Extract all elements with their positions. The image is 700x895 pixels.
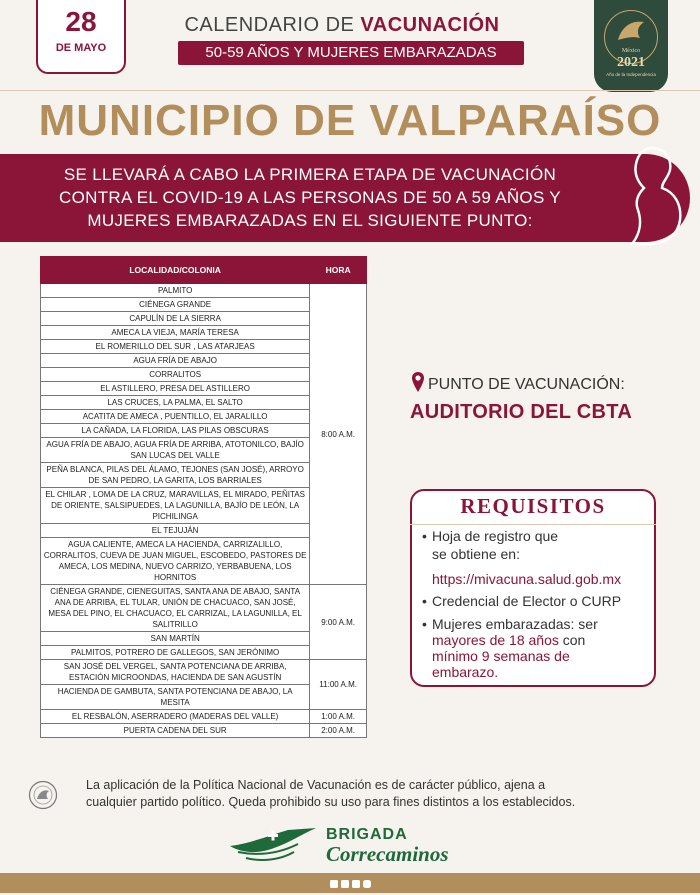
correcaminos-title: Correcaminos bbox=[326, 842, 449, 866]
header-divider bbox=[0, 90, 700, 91]
table-row bbox=[41, 710, 367, 724]
location-pin-icon bbox=[411, 371, 425, 393]
calendar-subtitle: 50-59 AÑOS Y MUJERES EMBARAZADAS bbox=[178, 41, 524, 65]
localidad-cell: CORRALITOS bbox=[41, 368, 310, 382]
hour-cell: 11:00 A.M. bbox=[310, 660, 367, 710]
localidad-cell: PALMITOS, POTRERO DE GALLEGOS, SAN JERÓNIMO bbox=[41, 646, 310, 660]
requirement-credencial-text: Credencial de Elector o CURP bbox=[432, 593, 622, 609]
mexico-2021-emblem bbox=[594, 0, 668, 92]
column-header-localidad: LOCALIDAD/COLONIA bbox=[41, 257, 310, 284]
municipio-title: MUNICIPIO DE VALPARAÍSO bbox=[38, 96, 662, 145]
hour-cell: 1:00 A.M. bbox=[310, 710, 367, 724]
localidad-cell: CIÉNEGA GRANDE, CIENEGUITAS, SANTA ANA DE ABAJO, SANTA ANA DE ARRIBA, EL TULAR, UNIÓN DE CHACUACO, SAN JOSÉ, MESA DEL PINO, EL CHACUACO, EL CARRIZAL, LA LAGUNILLA, EL SALITRILLO bbox=[41, 585, 310, 632]
announcement-line-1: SE LLEVARÁ A CABO LA PRIMERA ETAPA DE VACUNACIÓN bbox=[63, 165, 557, 184]
emblem-text-independencia: Año de la Independencia bbox=[606, 72, 656, 77]
table-row bbox=[41, 660, 367, 685]
requirement-age-highlight: mayores de 18 años bbox=[432, 632, 559, 648]
legal-line-2: cualquier partido político. Queda prohibido su uso para fines distintos a los establecidos. bbox=[86, 795, 576, 809]
announcement-text bbox=[30, 163, 590, 232]
requirement-embarazo-highlight: embarazo. bbox=[432, 664, 499, 680]
date-day: 28 bbox=[65, 6, 97, 37]
national-seal-icon bbox=[28, 780, 58, 810]
bullet-icon: • bbox=[422, 593, 427, 609]
calendar-title-bold: VACUNACIÓN bbox=[360, 14, 500, 36]
requirements-divider bbox=[410, 524, 656, 525]
brigada-correcaminos-logo bbox=[228, 822, 318, 866]
mivacuna-link[interactable]: https://mivacuna.salud.gob.mx bbox=[432, 571, 622, 587]
localidad-cell: SAN MARTÍN bbox=[41, 632, 310, 646]
column-header-hora: HORA bbox=[310, 257, 367, 284]
requirement-registro-line-1: Hoja de registro que bbox=[432, 528, 559, 544]
localidad-cell: PUERTA CADENA DEL SUR bbox=[41, 724, 310, 738]
localidad-cell: EL TEJUJÁN bbox=[41, 524, 310, 538]
table-row bbox=[41, 724, 367, 738]
pregnant-woman-silhouette-icon bbox=[612, 142, 692, 246]
requirement-weeks-highlight: mínimo 9 semanas de bbox=[432, 648, 570, 664]
eagle-icon bbox=[614, 16, 648, 46]
date-badge bbox=[36, 0, 126, 74]
localidad-cell: AGUA FRÍA DE ABAJO bbox=[41, 354, 310, 368]
bullet-icon: • bbox=[422, 616, 427, 632]
vaccination-point-name: AUDITORIO DEL CBTA bbox=[410, 401, 633, 423]
calendar-title-prefix: CALENDARIO DE bbox=[184, 14, 361, 36]
localidad-cell: ACATITA DE AMECA , PUENTILLO, EL JARALILLO bbox=[41, 410, 310, 424]
hour-cell: 9:00 A.M. bbox=[310, 585, 367, 660]
table-row bbox=[41, 284, 367, 298]
legal-line-1: La aplicación de la Política Nacional de Vacunación es de carácter público, ajena a bbox=[86, 778, 546, 792]
announcement-line-2: CONTRA EL COVID-19 A LAS PERSONAS DE 50 A 59 AÑOS Y bbox=[59, 188, 561, 207]
localidad-cell: LA CAÑADA, LA FLORIDA, LAS PILAS OBSCURAS bbox=[41, 424, 310, 438]
requirement-item-registro bbox=[422, 527, 652, 588]
requirement-item-credencial bbox=[422, 592, 652, 610]
requirement-registro-line-2: se obtiene en: bbox=[432, 546, 520, 562]
localidad-cell: EL CHILAR , LOMA DE LA CRUZ, MARAVILLAS, EL MIRADO, PEÑITAS DE ORIENTE, SALSIPUEDES, LA LAGUNILLA, BAJÍO DE LEÓN, LA PICHILINGA bbox=[41, 488, 310, 524]
announcement-line-3: MUJERES EMBARAZADAS EN EL SIGUIENTE PUNTO: bbox=[87, 211, 533, 230]
hour-cell: 2:00 A.M. bbox=[310, 724, 367, 738]
localidad-cell: CAPULÍN DE LA SIERRA bbox=[41, 312, 310, 326]
facebook-icon bbox=[330, 880, 338, 888]
localidad-cell: AGUA FRÍA DE ABAJO, AGUA FRÍA DE ARRIBA, ATOTONILCO, BAJÍO SAN LUCAS DEL VALLE bbox=[41, 438, 310, 463]
requirement-embarazadas-connector: con bbox=[558, 632, 586, 648]
localidad-cell: AGUA CALIENTE, AMECA LA HACIENDA, CARRIZALILLO, CORRALITOS, CUEVA DE JUAN MIGUEL, ESCOBEDO, PASTORES DE AMECA, LOS MEDINA, NUEVO CARRIZO, YERBABUENA, LOS HORNITOS bbox=[41, 538, 310, 585]
requirement-embarazadas-line-1: Mujeres embarazadas: ser bbox=[432, 616, 598, 632]
requirement-item-embarazadas bbox=[422, 616, 652, 680]
localidad-cell: PALMITO bbox=[41, 284, 310, 298]
localidad-cell: EL RESBALÓN, ASERRADERO (MADERAS DEL VALLE) bbox=[41, 710, 310, 724]
emblem-text-mexico: México bbox=[621, 48, 641, 54]
youtube-icon bbox=[352, 880, 360, 888]
social-icons bbox=[320, 877, 380, 889]
date-month: DE MAYO bbox=[55, 42, 107, 54]
vaccination-point-label: PUNTO DE VACUNACIÓN: bbox=[428, 376, 625, 393]
table-row bbox=[41, 585, 367, 632]
localidad-cell: HACIENDA DE GAMBUTA, SANTA POTENCIANA DE ABAJO, LA MESITA bbox=[41, 685, 310, 710]
emblem-year: 2021 bbox=[617, 55, 645, 70]
bullet-icon: • bbox=[422, 528, 427, 544]
localidad-cell: AMECA LA VIEJA, MARÍA TERESA bbox=[41, 326, 310, 340]
hour-cell: 8:00 A.M. bbox=[310, 284, 367, 585]
requirements-title: REQUISITOS bbox=[460, 494, 606, 518]
localidad-cell: PEÑA BLANCA, PILAS DEL ÁLAMO, TEJONES (SAN JOSÉ), ARROYO DE SAN PEDRO, LA GARITA, LOS BARRIALES bbox=[41, 463, 310, 488]
localidad-cell: LAS CRUCES, LA PALMA, EL SALTO bbox=[41, 396, 310, 410]
localidad-cell: CIÉNEGA GRANDE bbox=[41, 298, 310, 312]
schedule-table bbox=[40, 256, 367, 738]
localidad-cell: EL ROMERILLO DEL SUR , LAS ATARJEAS bbox=[41, 340, 310, 354]
calendar-title bbox=[182, 14, 502, 37]
brigada-title: BRIGADA bbox=[326, 826, 408, 843]
instagram-icon bbox=[363, 880, 371, 888]
localidad-cell: SAN JOSÉ DEL VERGEL, SANTA POTENCIANA DE ARRIBA, ESTACIÓN MICROONDAS, HACIENDA DE SAN AGUSTÍN bbox=[41, 660, 310, 685]
legal-disclaimer bbox=[86, 777, 676, 811]
twitter-icon bbox=[341, 880, 349, 888]
localidad-cell: EL ASTILLERO, PRESA DEL ASTILLERO bbox=[41, 382, 310, 396]
